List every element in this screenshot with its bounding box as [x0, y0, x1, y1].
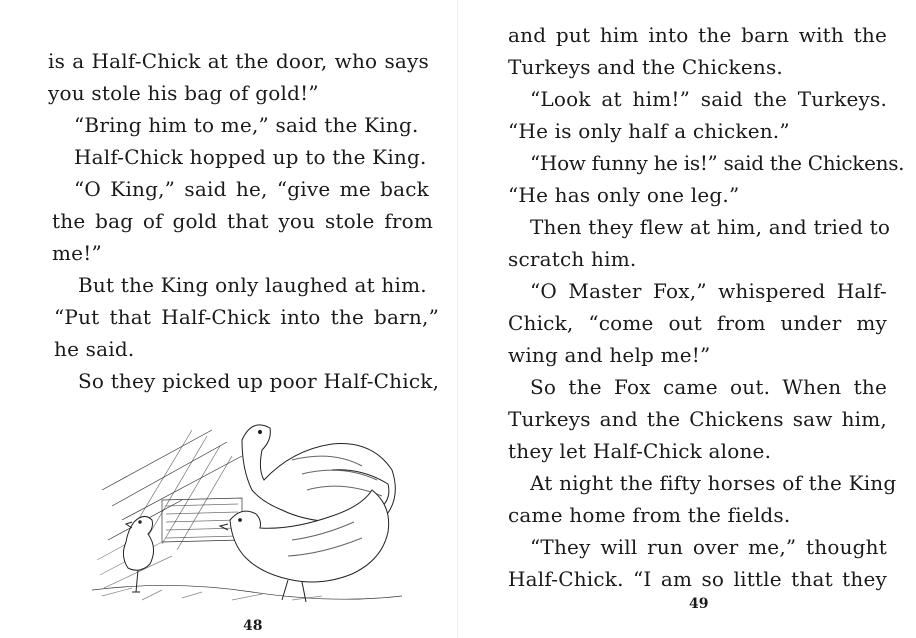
text-line: me!” [52, 241, 102, 265]
text-line: the bag of gold that you stole from [52, 209, 433, 233]
text-line: they let Half-Chick alone. [508, 439, 772, 463]
text-line: “Put that Half-Chick into the barn,” [54, 305, 439, 329]
text-line: Turkeys and the Chickens saw him, [508, 407, 887, 431]
text-line: Half-Chick hopped up to the King. [74, 145, 427, 169]
text-line: “He is only half a chicken.” [508, 119, 790, 143]
text-line: “Bring him to me,” said the King. [74, 113, 419, 137]
text-line: Half-Chick. “I am so little that they [508, 567, 887, 591]
text-line: he said. [54, 337, 135, 361]
text-line: Then they flew at him, and tried to [530, 215, 891, 239]
text-line: you stole his bag of gold!” [48, 81, 319, 105]
text-line: “They will run over me,” thought [530, 535, 887, 559]
text-line: But the King only laughed at him. [78, 273, 427, 297]
text-line: and put him into the barn with the [508, 23, 887, 47]
text-line: wing and help me!” [508, 343, 711, 367]
text-line: So they picked up poor Half-Chick, [78, 369, 440, 393]
right-page [458, 0, 916, 638]
text-line: So the Fox came out. When the [530, 375, 887, 399]
text-line: “Look at him!” said the Turkeys. [530, 87, 887, 111]
text-line: scratch him. [508, 247, 637, 271]
text-line: Chick, “come out from under my [508, 311, 887, 335]
page-number: 48 [243, 618, 263, 634]
text-line: Turkeys and the Chickens. [508, 55, 783, 79]
text-line: “O King,” said he, “give me back [74, 177, 429, 201]
text-line: “How funny he is!” said the Chickens. [530, 151, 905, 175]
text-line: is a Half-Chick at the door, who says [48, 49, 429, 73]
text-line: “He has only one leg.” [508, 183, 740, 207]
text-line: “O Master Fox,” whispered Half- [530, 279, 887, 303]
page-number: 49 [689, 596, 709, 612]
text-line: came home from the fields. [508, 503, 791, 527]
barnyard-illustration [92, 410, 402, 606]
text-line: At night the fifty horses of the King [530, 471, 897, 495]
